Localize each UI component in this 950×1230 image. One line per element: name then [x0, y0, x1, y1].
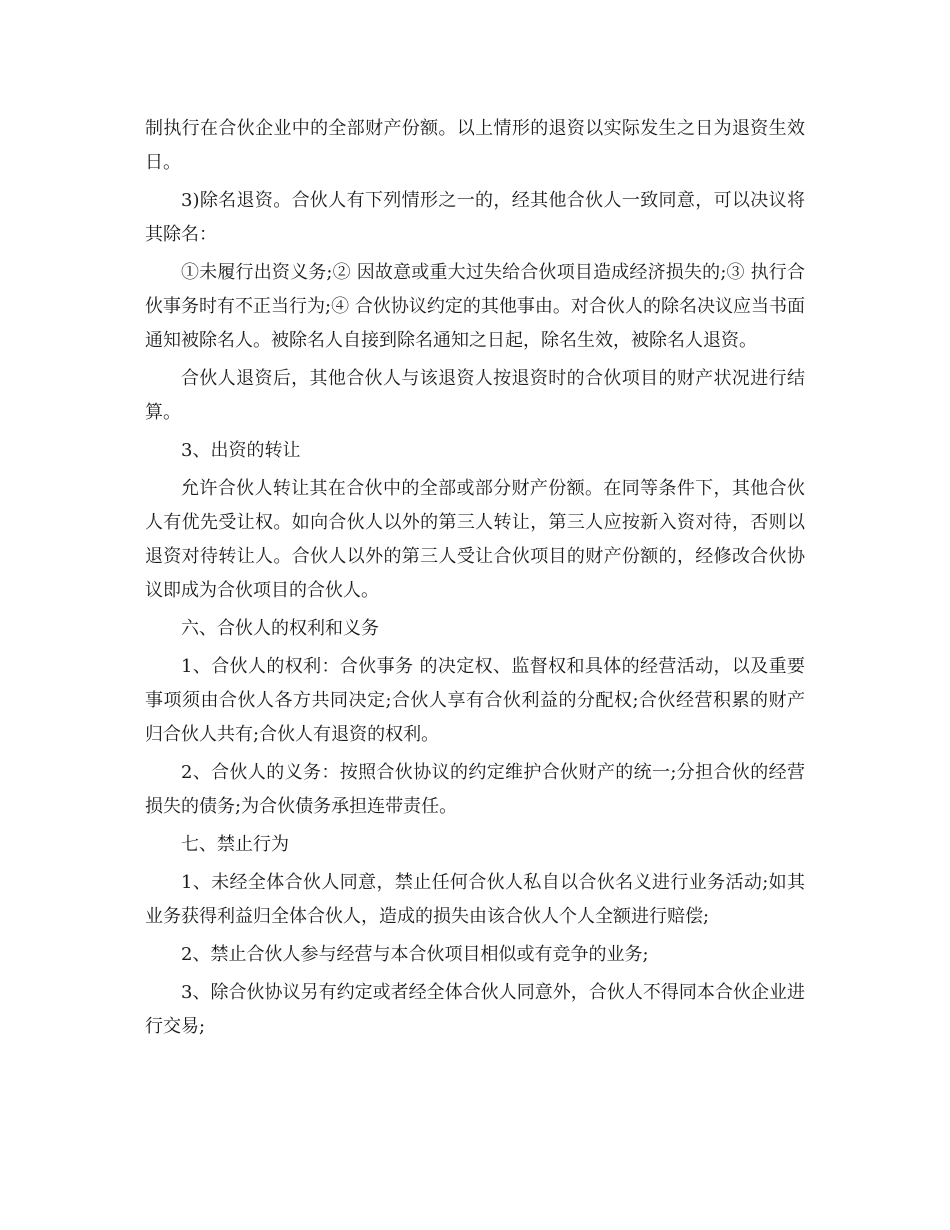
document-body [145, 112, 805, 1048]
paragraph-13: 3、除合伙协议另有约定或者经全体合伙人同意外，合伙人不得同本合伙企业进行交易; [145, 982, 805, 1037]
paragraph-9: 2、合伙人的义务：按照合伙协议的约定维护合伙财产的统一;分担合伙的经营损失的债务;为合伙债务承担连带责任。 [145, 762, 805, 817]
section-heading-rights-duties: 六、合伙人的权利和义务 [181, 618, 379, 639]
paragraph-3: ①未履行出资义务;② 因故意或重大过失给合伙项目造成经济损失的;③ 执行合伙事务时有不正当行为;④ 合伙协议约定的其他事由。对合伙人的除名决议应当书面通知被除名人。被除名人自接到除名通知之日起，除名生效，被除名人退资。 [145, 262, 805, 351]
paragraph-6: 允许合伙人转让其在合伙中的全部或部分财产份额。在同等条件下，其他合伙人有优先受让权。如向合伙人以外的第三人转让，第三人应按新入资对待，否则以退资对待转让人。合伙人以外的第三人受让合伙项目的财产份额的，经修改合伙协议即成为合伙项目的合伙人。 [145, 478, 805, 601]
paragraph-2: 3)除名退资。合伙人有下列情形之一的，经其他合伙人一致同意，可以决议将其除名： [145, 190, 805, 245]
paragraph-1: 制执行在合伙企业中的全部财产份额。以上情形的退资以实际发生之日为退资生效日。 [145, 118, 805, 173]
paragraph-4: 合伙人退资后，其他合伙人与该退资人按退资时的合伙项目的财产状况进行结算。 [145, 368, 805, 423]
paragraph-12: 2、禁止合伙人参与经营与本合伙项目相似或有竞争的业务; [181, 944, 649, 965]
paragraph-11: 1、未经全体合伙人同意，禁止任何合伙人私自以合伙名义进行业务活动;如其业务获得利益归全体合伙人，造成的损失由该合伙人个人全额进行赔偿; [145, 872, 805, 927]
section-heading-prohibited: 七、禁止行为 [181, 834, 289, 855]
paragraph-8: 1、合伙人的权利：合伙事务 的决定权、监督权和具体的经营活动，以及重要事项须由合伙人各方共同决定;合伙人享有合伙利益的分配权;合伙经营积累的财产归合伙人共有;合伙人有退资的权利。 [145, 656, 805, 745]
section-heading-transfer: 3、出资的转让 [181, 440, 301, 461]
